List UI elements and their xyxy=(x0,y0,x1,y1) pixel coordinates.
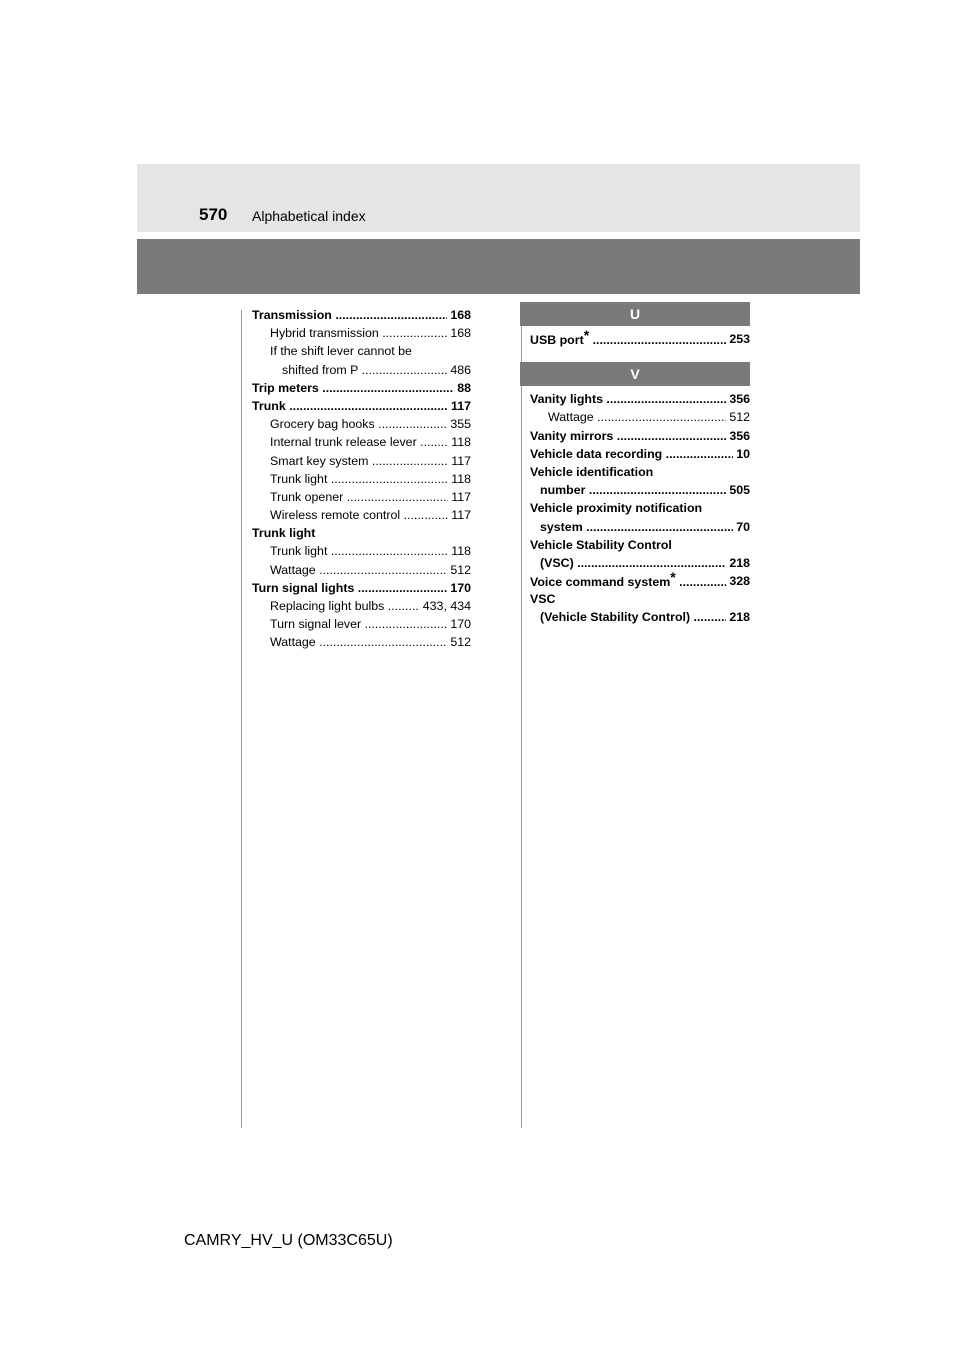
section-letter-header: V xyxy=(520,362,750,386)
page-reference: 117 xyxy=(448,488,471,506)
entry-text xyxy=(252,379,471,397)
entry-label: Hybrid transmission xyxy=(270,326,379,341)
page-reference: 117 xyxy=(448,452,471,470)
entry-label: Voice command system xyxy=(530,575,671,590)
page-reference: 505 xyxy=(726,481,750,499)
entry-text xyxy=(530,330,750,349)
index-subentry xyxy=(252,324,471,342)
page-reference: 168 xyxy=(447,306,471,324)
index-column-right xyxy=(520,302,750,627)
page-reference: 117 xyxy=(448,397,471,415)
index-subentry xyxy=(530,554,750,572)
page-reference: 512 xyxy=(447,633,471,651)
entry-label: Wattage xyxy=(270,562,316,577)
entry-text: Vehicle proximity notification xyxy=(530,501,703,516)
index-entry xyxy=(252,306,471,324)
entry-text xyxy=(270,324,471,342)
index-entry xyxy=(530,463,750,481)
index-subentry xyxy=(252,506,471,524)
page-reference: 88 xyxy=(454,379,471,397)
page-reference: 10 xyxy=(733,445,750,463)
entry-text: If the shift lever cannot be xyxy=(270,344,412,359)
entry-text xyxy=(270,433,471,451)
page-reference: 328 xyxy=(726,572,750,590)
entry-text xyxy=(540,481,750,499)
index-subentry xyxy=(252,488,471,506)
page-reference: 168 xyxy=(447,324,471,342)
page-reference: 117 xyxy=(448,506,471,524)
entry-text xyxy=(270,452,471,470)
entry-text xyxy=(530,427,750,445)
entry-text: Vehicle identification xyxy=(530,464,654,479)
section-band xyxy=(137,239,860,294)
entry-label: Transmission xyxy=(252,308,332,322)
page-reference: 118 xyxy=(448,470,471,488)
entry-label: number xyxy=(540,483,586,498)
entry-text xyxy=(270,561,471,579)
footnote-asterisk: * xyxy=(670,572,676,586)
entry-label: (VSC) xyxy=(540,555,574,570)
page-reference: 512 xyxy=(726,408,750,426)
index-entry xyxy=(530,536,750,554)
entry-label: (Vehicle Stability Control) xyxy=(540,610,691,625)
header-band xyxy=(137,164,860,232)
document-footer: CAMRY_HV_U (OM33C65U) xyxy=(184,1232,393,1249)
index-subentry xyxy=(252,597,471,615)
entry-text xyxy=(252,397,471,415)
index-entry xyxy=(252,379,471,397)
entry-text xyxy=(270,415,471,433)
index-subentry xyxy=(530,608,750,626)
page-reference: 70 xyxy=(733,518,750,536)
entry-label: Vehicle data recording xyxy=(530,446,663,461)
entry-text xyxy=(270,633,471,651)
footnote-asterisk: * xyxy=(583,330,590,343)
entry-text: Trunk light xyxy=(252,526,316,541)
entry-label: USB port xyxy=(530,333,584,347)
entry-text xyxy=(530,572,750,591)
entry-text: VSC xyxy=(530,592,556,607)
entry-label: Wattage xyxy=(270,635,316,650)
page-reference: 170 xyxy=(447,615,471,633)
entry-label: Grocery bag hooks xyxy=(270,417,375,432)
entry-text xyxy=(270,488,471,506)
index-subentry xyxy=(252,561,471,579)
index-subentry xyxy=(252,452,471,470)
entry-text xyxy=(548,408,750,426)
index-subentry xyxy=(530,481,750,499)
page-reference: 118 xyxy=(448,542,471,560)
section-letter-header: U xyxy=(520,302,750,326)
index-entry xyxy=(530,445,750,463)
page-reference: 355 xyxy=(447,415,471,433)
entry-text xyxy=(270,506,471,524)
entry-text xyxy=(530,445,750,463)
index-entry xyxy=(252,579,471,597)
entry-label: Trunk light xyxy=(270,471,328,486)
page-reference: 486 xyxy=(447,361,471,379)
section-entries xyxy=(520,390,750,626)
entry-label: Trunk opener xyxy=(270,489,344,504)
column-divider-left xyxy=(241,310,242,1128)
entry-label: Turn signal lights xyxy=(252,580,355,595)
page-reference: 218 xyxy=(726,608,750,626)
entry-label: Vanity mirrors xyxy=(530,428,614,443)
entry-label: Turn signal lever xyxy=(270,617,362,632)
entry-label: Wireless remote control xyxy=(270,508,401,523)
entry-text xyxy=(252,579,471,597)
entry-text xyxy=(252,306,471,324)
index-subentry xyxy=(252,433,471,451)
entry-label: Vanity lights xyxy=(530,392,603,407)
index-entry xyxy=(530,427,750,445)
index-subentry xyxy=(252,615,471,633)
index-subentry xyxy=(252,342,471,360)
index-subentry xyxy=(252,542,471,560)
page-reference: 512 xyxy=(447,561,471,579)
entry-label: Internal trunk release lever xyxy=(270,435,417,450)
page-reference: 118 xyxy=(448,433,471,451)
entry-label: shifted from P xyxy=(282,362,359,377)
index-subentry xyxy=(252,361,471,379)
entry-label: Trip meters xyxy=(252,380,319,395)
entry-label: Replacing light bulbs xyxy=(270,599,385,613)
page-reference: 356 xyxy=(726,427,750,445)
index-entry xyxy=(530,499,750,517)
page-reference: 218 xyxy=(726,554,750,572)
page-number: 570 xyxy=(199,205,228,224)
index-entry xyxy=(252,524,471,542)
entry-text xyxy=(540,608,750,626)
entry-text xyxy=(270,615,471,633)
index-subentry xyxy=(530,408,750,426)
entry-label: Trunk light xyxy=(270,544,328,559)
index-entry xyxy=(530,330,750,348)
index-subentry xyxy=(252,415,471,433)
page-reference: 170 xyxy=(447,579,471,597)
section-entries xyxy=(520,330,750,348)
entry-label: Wattage xyxy=(548,410,594,425)
page-reference: 356 xyxy=(726,390,750,408)
index-subentry xyxy=(252,470,471,488)
entry-text xyxy=(530,390,750,408)
index-subentry xyxy=(530,518,750,536)
page-reference: 433, 434 xyxy=(420,597,471,615)
entry-text: Vehicle Stability Control xyxy=(530,537,672,552)
entry-text xyxy=(540,518,750,536)
index-entry xyxy=(530,590,750,608)
entry-label: system xyxy=(540,519,583,534)
entry-text xyxy=(540,554,750,572)
page-title: Alphabetical index xyxy=(252,208,366,224)
index-entry xyxy=(530,390,750,408)
page-reference: 253 xyxy=(726,330,750,348)
entry-label: Smart key system xyxy=(270,453,369,468)
entry-label: Trunk xyxy=(252,398,286,413)
index-entry xyxy=(530,572,750,590)
entry-text xyxy=(282,361,471,379)
index-subentry xyxy=(252,633,471,651)
index-entry xyxy=(252,397,471,415)
index-column-left xyxy=(252,306,471,652)
entry-text xyxy=(270,470,471,488)
entry-text xyxy=(270,542,471,560)
